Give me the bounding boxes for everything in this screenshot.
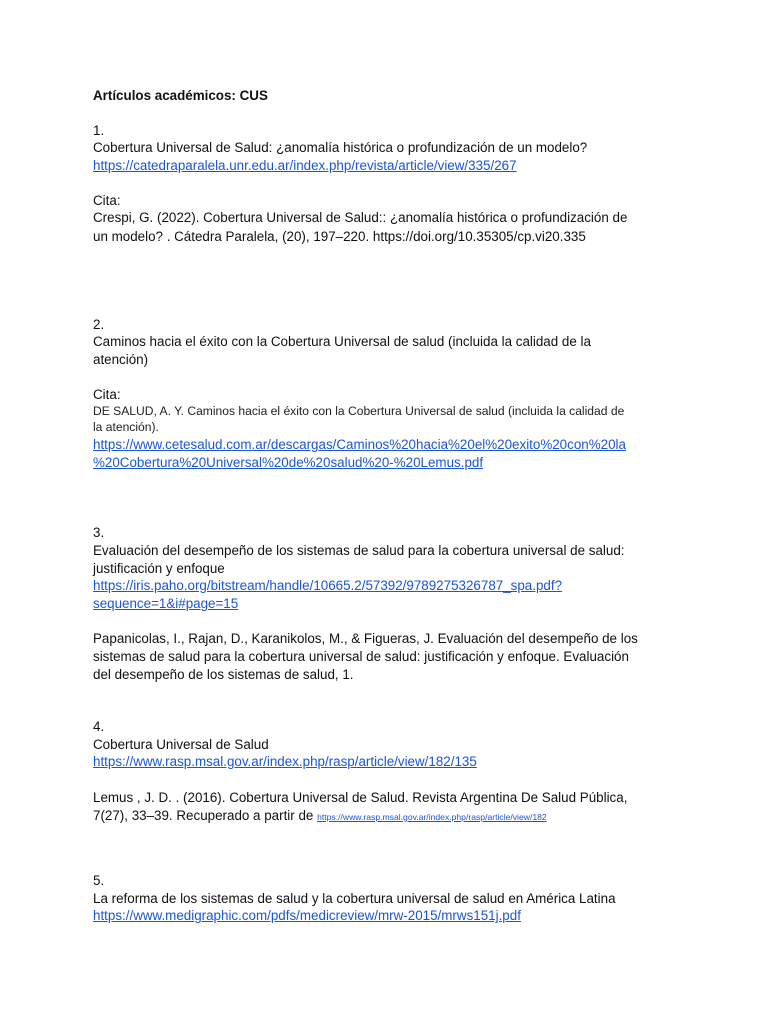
- article-2-link-line-1[interactable]: https://www.cetesalud.com.ar/descargas/Caminos%20hacia%20el%20exito%20con%20la: [93, 437, 626, 452]
- article-4-small-link[interactable]: https://www.rasp.msal.gov.ar/index.php/rasp/article/view/182: [317, 812, 547, 822]
- article-1-citation-line-2: un modelo? . Cátedra Paralela, (20), 197–220. https://doi.org/10.35305/cp.vi20.335: [93, 229, 586, 244]
- article-1-number: 1.: [93, 123, 105, 138]
- article-2-link-line-2[interactable]: %20Cobertura%20Universal%20de%20salud%20-%20Lemus.pdf: [93, 455, 484, 470]
- article-4-number: 4.: [93, 719, 105, 734]
- document-title: Artículos académicos: CUS: [93, 88, 268, 103]
- article-3-number: 3.: [93, 525, 105, 540]
- article-2-number: 2.: [93, 317, 105, 332]
- article-3-title-line-1: Evaluación del desempeño de los sistemas de salud para la cobertura universal de salud:: [93, 543, 625, 558]
- article-2-cite-label: Cita:: [93, 387, 121, 402]
- article-3-citation-line-3: del desempeño de los sistemas de salud, 1.: [93, 667, 354, 682]
- article-3-title-line-2: justificación y enfoque: [93, 561, 225, 576]
- article-3-link-line-1[interactable]: https://iris.paho.org/bitstream/handle/10665.2/57392/9789275326787_spa.pdf?: [93, 578, 563, 593]
- article-4-citation-text: 7(27), 33–39. Recuperado a partir de: [93, 808, 314, 823]
- article-2-title-line-2: atención): [93, 352, 149, 367]
- article-4-link[interactable]: https://www.rasp.msal.gov.ar/index.php/rasp/article/view/182/135: [93, 754, 477, 769]
- article-5-number: 5.: [93, 873, 105, 888]
- article-2-title-line-1: Caminos hacia el éxito con la Cobertura Universal de salud (incluida la calidad de la: [93, 334, 591, 349]
- article-1-title: Cobertura Universal de Salud: ¿anomalía histórica o profundización de un modelo?: [93, 140, 588, 155]
- article-4-citation-line-1: Lemus , J. D. . (2016). Cobertura Universal de Salud. Revista Argentina De Salud Pública,: [93, 790, 628, 805]
- article-3-citation-line-2: sistemas de salud para la cobertura universal de salud: justificación y enfoque. Evaluación: [93, 649, 629, 664]
- article-1-link[interactable]: https://catedraparalela.unr.edu.ar/index.php/revista/article/view/335/267: [93, 158, 517, 173]
- article-4-citation-line-2: [93, 807, 547, 826]
- article-3-citation-line-1: Papanicolas, I., Rajan, D., Karanikolos, M., & Figueras, J. Evaluación del desempeño de los: [93, 631, 638, 646]
- article-4-title: Cobertura Universal de Salud: [93, 737, 269, 752]
- article-1-cite-label: Cita:: [93, 193, 121, 208]
- article-3-link-line-2[interactable]: sequence=1&i#page=15: [93, 596, 239, 611]
- article-2-citation-line-1: DE SALUD, A. Y. Caminos hacia el éxito con la Cobertura Universal de salud (incluida la calidad de: [93, 404, 625, 418]
- article-1-citation-line-1: Crespi, G. (2022). Cobertura Universal de Salud:: ¿anomalía histórica o profundización de: [93, 210, 628, 225]
- article-2-citation-line-2: la atención).: [93, 420, 159, 434]
- article-5-title: La reforma de los sistemas de salud y la cobertura universal de salud en América Latina: [93, 891, 616, 906]
- article-5-link[interactable]: https://www.medigraphic.com/pdfs/medicreview/mrw-2015/mrws151j.pdf: [93, 908, 521, 923]
